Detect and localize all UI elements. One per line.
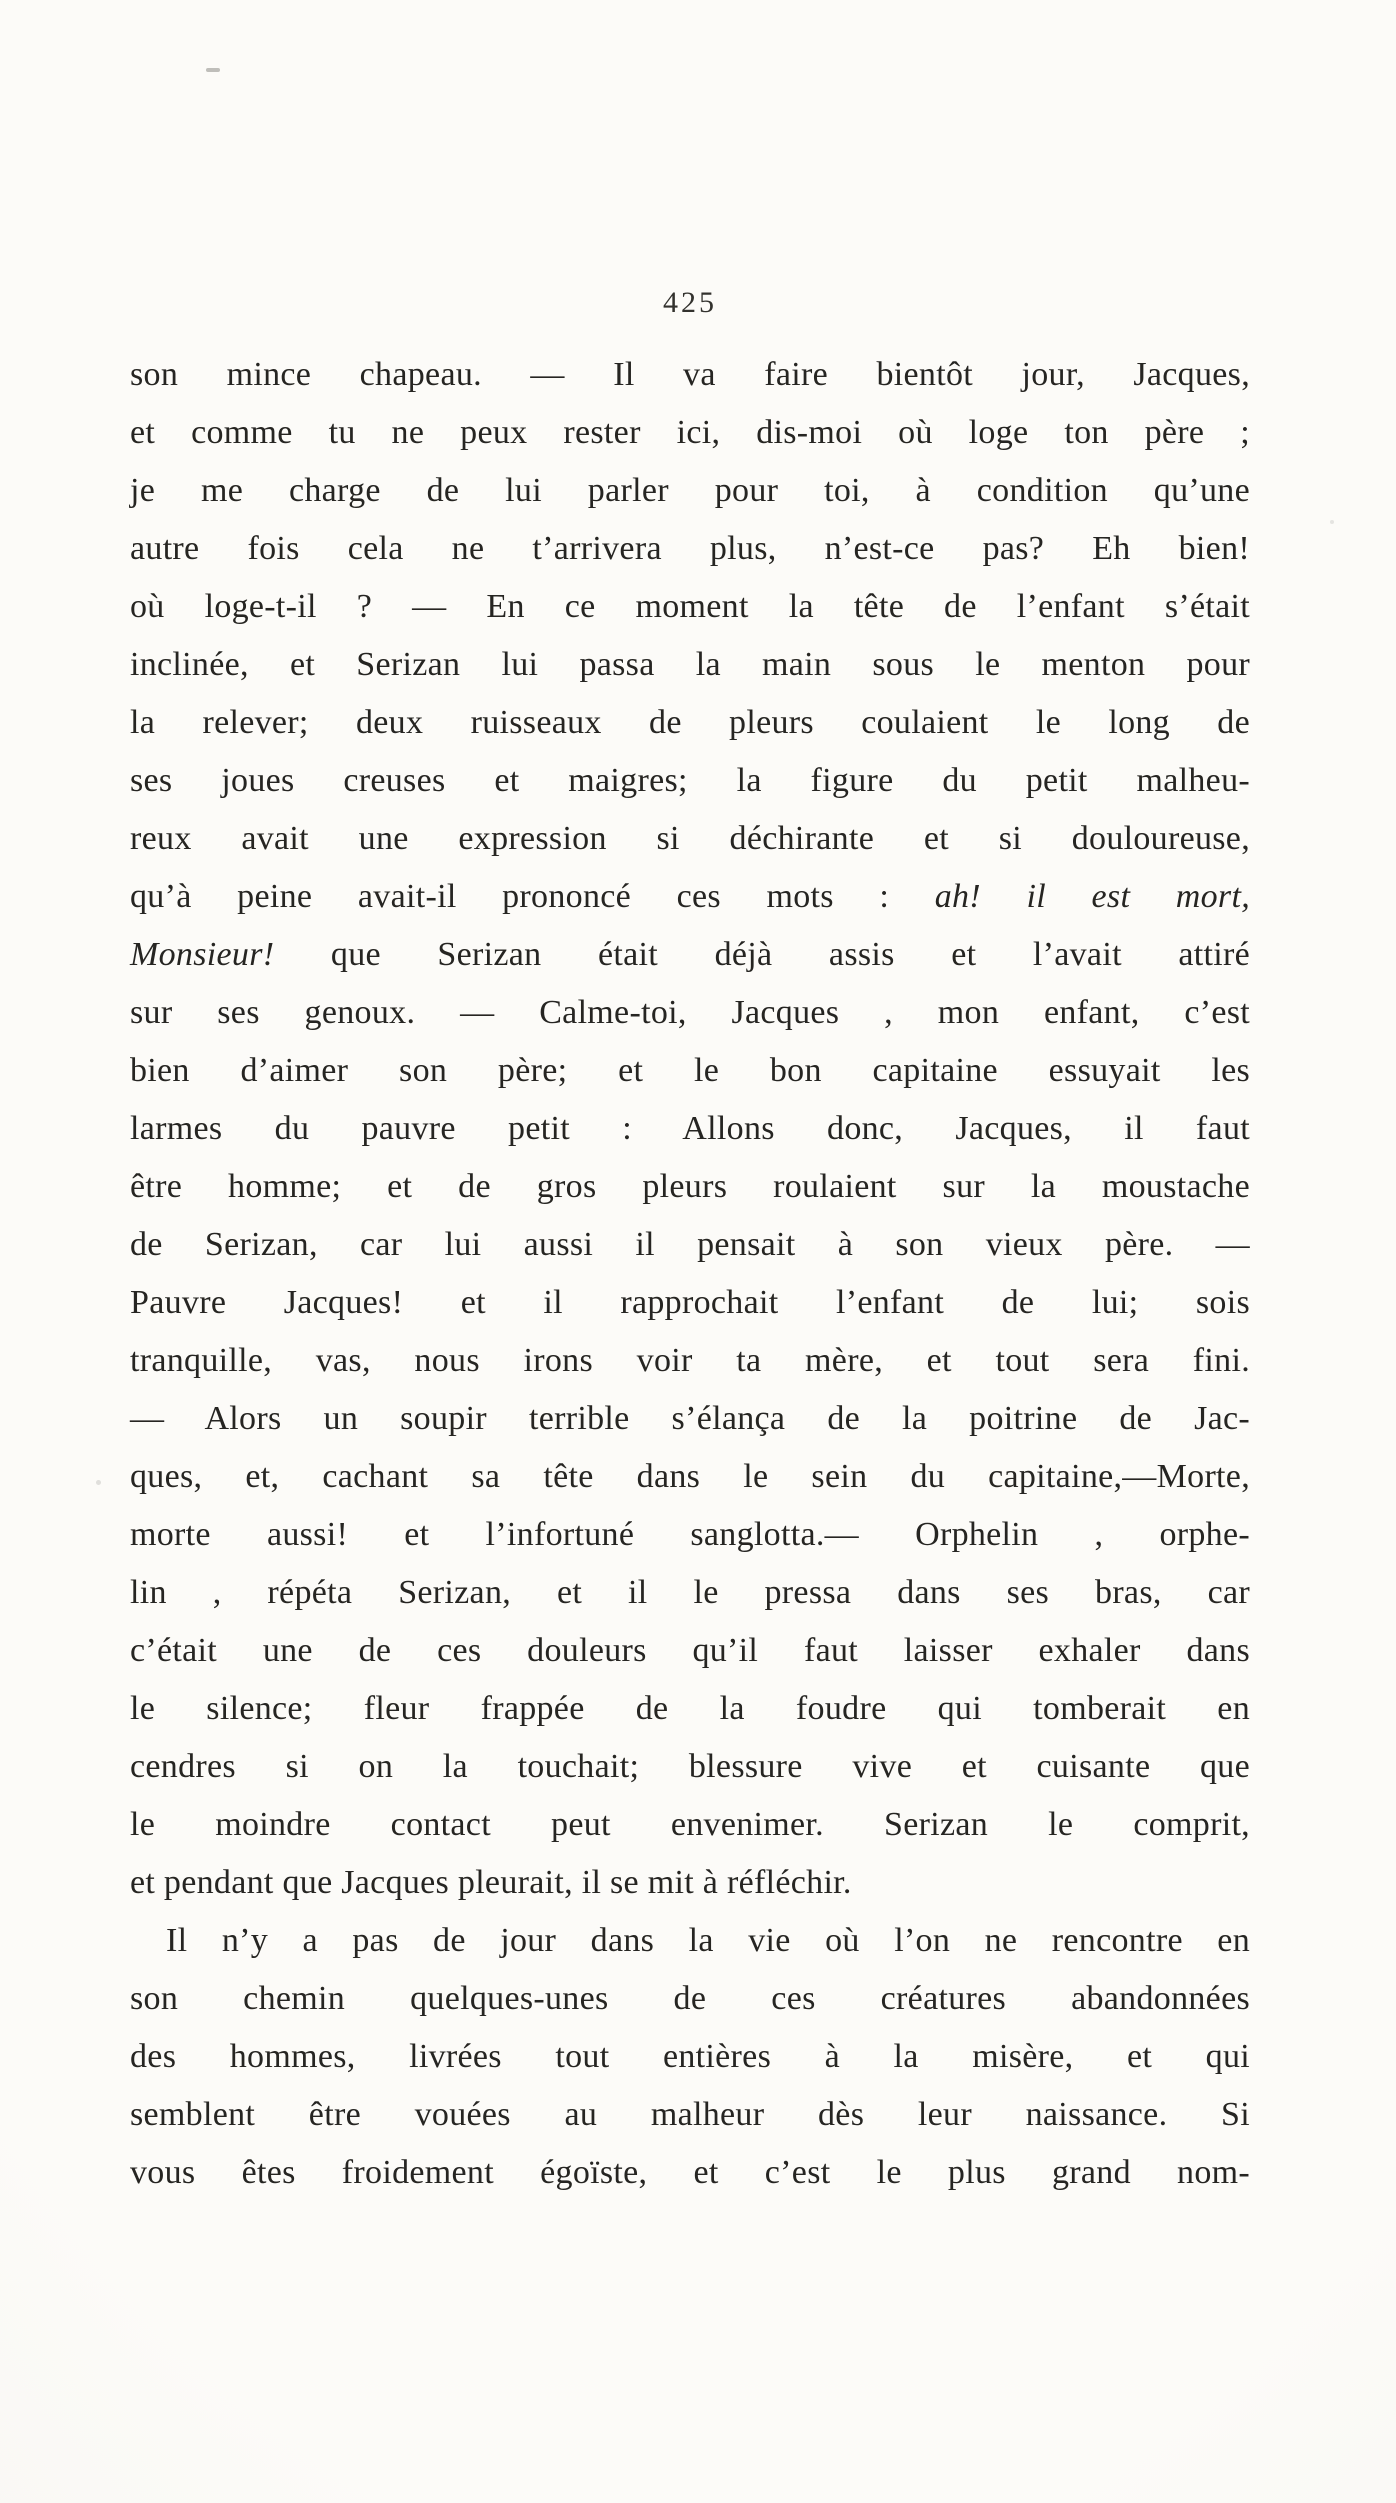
text-segment: et comme tu ne peux rester ici, dis-moi où loge ton père ; — [130, 414, 1250, 451]
text-line — [130, 462, 1250, 520]
text-segment: lin , répéta Serizan, et il le pressa dans ses bras, car — [130, 1574, 1250, 1611]
text-segment: le silence; fleur frappée de la foudre qui tomberait en — [130, 1690, 1250, 1727]
text-segment: je me charge de lui parler pour toi, à condition qu’une — [130, 472, 1250, 509]
text-segment: être homme; et de gros pleurs roulaient sur la moustache — [130, 1168, 1250, 1205]
text-line — [130, 868, 1250, 926]
text-line — [130, 1622, 1250, 1680]
text-line — [130, 404, 1250, 462]
text-segment: tranquille, vas, nous irons voir ta mère, et tout sera fini. — [130, 1342, 1250, 1379]
text-segment: vous êtes froidement égoïste, et c’est le plus grand nom- — [130, 2154, 1250, 2191]
text-segment: qu’à peine avait-il prononcé ces mots : — [130, 878, 935, 915]
text-segment: le moindre contact peut envenimer. Serizan le comprit, — [130, 1806, 1250, 1843]
text-segment: des hommes, livrées tout entières à la misère, et qui — [130, 2038, 1250, 2075]
page-number: 425 — [663, 286, 717, 319]
text-segment: — Alors un soupir terrible s’élança de la poitrine de Jac- — [130, 1400, 1250, 1437]
text-line — [130, 1042, 1250, 1100]
text-line — [130, 636, 1250, 694]
scan-artifact — [206, 68, 220, 72]
text-line — [130, 1912, 1250, 1970]
italic-text-segment: Monsieur! — [130, 936, 275, 973]
text-segment: autre fois cela ne t’arrivera plus, n’est-ce pas? Eh bien! — [130, 530, 1250, 567]
text-segment: Il n’y a pas de jour dans la vie où l’on ne rencontre en — [166, 1922, 1250, 1959]
text-segment: morte aussi! et l’infortuné sanglotta.— Orphelin , orphe- — [130, 1516, 1250, 1553]
text-segment: que Serizan était déjà assis et l’avait attiré — [274, 936, 1250, 973]
text-segment: de Serizan, car lui aussi il pensait à son vieux père. — — [130, 1226, 1250, 1263]
text-segment: larmes du pauvre petit : Allons donc, Jacques, il faut — [130, 1110, 1250, 1147]
text-segment: ses joues creuses et maigres; la figure du petit malheu- — [130, 762, 1250, 799]
text-line — [130, 2144, 1250, 2202]
text-line — [130, 1854, 1250, 1912]
text-block — [130, 346, 1250, 2202]
text-line — [130, 1796, 1250, 1854]
italic-text-segment: ah! il est mort, — [934, 878, 1250, 915]
text-line — [130, 520, 1250, 578]
text-segment: et pendant que Jacques pleurait, il se mit à réfléchir. — [130, 1864, 852, 1901]
text-segment: inclinée, et Serizan lui passa la main sous le menton pour — [130, 646, 1250, 683]
text-line — [130, 1390, 1250, 1448]
text-segment: reux avait une expression si déchirante et si douloureuse, — [130, 820, 1250, 857]
text-segment: ques, et, cachant sa tête dans le sein du capitaine,—Morte, — [130, 1458, 1250, 1495]
text-segment: son mince chapeau. — Il va faire bientôt jour, Jacques, — [130, 356, 1250, 393]
text-line — [130, 810, 1250, 868]
text-line — [130, 694, 1250, 752]
text-line — [130, 1158, 1250, 1216]
text-line — [130, 1332, 1250, 1390]
text-line — [130, 1680, 1250, 1738]
text-segment: c’était une de ces douleurs qu’il faut laisser exhaler dans — [130, 1632, 1250, 1669]
text-segment: cendres si on la touchait; blessure vive et cuisante que — [130, 1748, 1250, 1785]
text-line — [130, 1100, 1250, 1158]
scan-artifact — [96, 1480, 101, 1485]
text-line — [130, 1216, 1250, 1274]
text-segment: son chemin quelques-unes de ces créatures abandonnées — [130, 1980, 1250, 2017]
text-line — [130, 1448, 1250, 1506]
text-segment: bien d’aimer son père; et le bon capitaine essuyait les — [130, 1052, 1250, 1089]
text-line — [130, 2028, 1250, 2086]
text-segment: où loge-t-il ? — En ce moment la tête de l’enfant s’était — [130, 588, 1250, 625]
text-segment: sur ses genoux. — Calme-toi, Jacques , mon enfant, c’est — [130, 994, 1250, 1031]
text-line — [130, 578, 1250, 636]
scan-artifact — [1330, 520, 1334, 524]
text-line — [130, 346, 1250, 404]
text-segment: Pauvre Jacques! et il rapprochait l’enfant de lui; sois — [130, 1284, 1250, 1321]
text-line — [130, 1738, 1250, 1796]
text-line — [130, 926, 1250, 984]
text-line — [130, 1506, 1250, 1564]
text-line — [130, 752, 1250, 810]
text-line — [130, 984, 1250, 1042]
text-line — [130, 1274, 1250, 1332]
text-segment: la relever; deux ruisseaux de pleurs coulaient le long de — [130, 704, 1250, 741]
text-line — [130, 2086, 1250, 2144]
text-segment: semblent être vouées au malheur dès leur naissance. Si — [130, 2096, 1250, 2133]
text-line — [130, 1564, 1250, 1622]
text-line — [130, 1970, 1250, 2028]
